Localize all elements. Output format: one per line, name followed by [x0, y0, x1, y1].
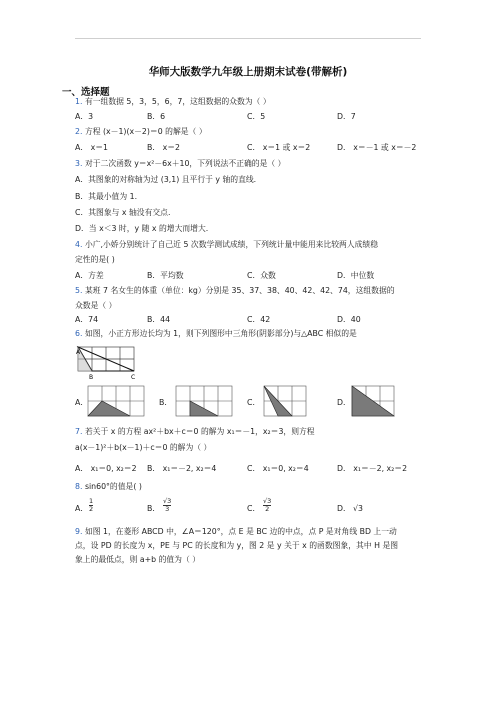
question-1 — [75, 97, 271, 107]
question-5 — [75, 286, 395, 296]
question-continuation: 点，设 PD 的长度为 x，PE 与 PC 的长度和为 y，图 2 是 y 关于 x 的函数图象，其中 H 是图 — [75, 541, 399, 550]
option-d: D． — [337, 504, 351, 513]
question-number: 1. — [75, 97, 83, 106]
denominator: 2 — [263, 505, 271, 513]
option-a: A． — [75, 504, 89, 513]
question-continuation: a(x－1)²＋b(x－1)＋c＝0 的解为（ ） — [75, 443, 212, 452]
option-b: B．6 — [147, 112, 166, 121]
option-d: D．中位数 — [337, 271, 375, 280]
fraction-c — [263, 498, 271, 513]
option-d: D．7 — [337, 112, 356, 121]
option-a-figure — [86, 384, 148, 420]
question-text: 如图，小正方形边长均为 1，则下列图形中三角形(阴影部分)与△ABC 相似的是 — [84, 329, 357, 338]
question-6 — [75, 329, 357, 339]
question-3 — [75, 159, 285, 169]
fraction-b — [163, 498, 171, 513]
option-a: A．74 — [75, 315, 99, 324]
denominator: 2 — [89, 505, 94, 513]
option-b: B． x₁＝－2, x₂＝4 — [147, 464, 217, 473]
question-continuation: 众数是（ ） — [75, 301, 117, 310]
question-2 — [75, 127, 207, 137]
question-text: 某班 7 名女生的体重（单位：kg）分别是 35、37、38、40、42、42、74，这组数据的 — [84, 286, 395, 295]
question-number: 8. — [75, 482, 83, 491]
question-number: 7. — [75, 427, 83, 436]
option-d-figure — [350, 384, 400, 420]
sqrt-three: √3 — [353, 504, 363, 513]
question-continuation: 定性的是( ) — [75, 255, 115, 264]
option-d: D． x＝－1 或 x＝－2 — [337, 143, 417, 152]
figure-label-b: B — [89, 374, 94, 381]
option-b: B． — [147, 504, 161, 513]
denominator: 3 — [163, 505, 171, 513]
question-text: 如图 1，在菱形 ABCD 中，∠A＝120°，点 E 是 BC 边的中点，点 P 是对角线 BD 上一动 — [84, 527, 397, 536]
option-c: C． — [247, 504, 261, 513]
question-text: 有一组数据 5，3，5，6，7，这组数据的众数为（ ） — [84, 97, 271, 106]
question-text: 对于二次函数 y＝x²－6x＋10，下列说法不正确的是（ ） — [84, 159, 286, 168]
question-continuation-2: 象上的最低点，则 a+b 的值为（ ） — [75, 555, 201, 564]
question-4 — [75, 240, 378, 250]
question-8 — [75, 482, 142, 492]
question-text: 方程 (x－1)(x－2)＝0 的解是（ ） — [84, 127, 207, 136]
option-c: C．5 — [247, 112, 266, 121]
option-a: A．其图象的对称轴为过 (3,1) 且平行于 y 轴的直线. — [75, 175, 257, 184]
option-a: A． x＝1 — [75, 143, 108, 152]
page-title: 华师大版数学九年级上册期末试卷(带解析) — [148, 66, 348, 78]
question-text: 若关于 x 的方程 ax²＋bx＋c＝0 的解为 x₁＝－1，x₂＝3，则方程 — [84, 427, 315, 436]
question-9 — [75, 527, 397, 537]
figure-label-a: A — [76, 349, 81, 356]
option-a: A． — [75, 398, 89, 407]
option-a: A． x₁＝0, x₂＝2 — [75, 464, 137, 473]
option-c: C．42 — [247, 315, 271, 324]
reference-figure-abc — [76, 345, 138, 381]
question-number: 9. — [75, 527, 83, 536]
numerator: √3 — [163, 497, 172, 505]
option-d: D． x₁＝－2, x₂＝2 — [337, 464, 408, 473]
question-7 — [75, 427, 315, 437]
option-d: D． — [337, 398, 351, 407]
option-b: B．平均数 — [147, 271, 184, 280]
numerator: 1 — [89, 497, 94, 505]
question-number: 2. — [75, 127, 83, 136]
figure-label-c: C — [131, 374, 136, 381]
option-d: D．当 x＜3 时，y 随 x 的增大而增大. — [75, 224, 209, 233]
option-a: A．方差 — [75, 271, 104, 280]
section-heading: 一、选择题 — [62, 87, 110, 98]
option-c: C．其图象与 x 轴没有交点. — [75, 208, 171, 217]
option-b: B． x＝2 — [147, 143, 180, 152]
question-number: 6. — [75, 329, 83, 338]
fraction-a — [89, 498, 93, 513]
question-text: 小广,小娇分别统计了自己近 5 次数学测试成绩，下列统计量中能用来比较两人成绩稳 — [84, 240, 379, 249]
option-b: B．44 — [147, 315, 171, 324]
option-c-figure — [262, 384, 312, 420]
option-a: A．3 — [75, 112, 94, 121]
question-number: 3. — [75, 159, 83, 168]
numerator: √3 — [263, 497, 272, 505]
question-text: sin60°的值是( ) — [84, 482, 142, 491]
option-b: B．其最小值为 1. — [75, 192, 138, 201]
option-d: D．40 — [337, 315, 361, 324]
header-rule — [75, 38, 421, 39]
option-c: C．众数 — [247, 271, 276, 280]
option-c: C． x₁＝0, x₂＝4 — [247, 464, 309, 473]
options-q8 — [75, 498, 435, 522]
option-b-figure — [174, 384, 236, 420]
question-number: 4. — [75, 240, 83, 249]
option-b: B． — [159, 398, 173, 407]
option-c: C． — [247, 398, 261, 407]
question-number: 5. — [75, 286, 83, 295]
option-c: C． x＝1 或 x＝2 — [247, 143, 311, 152]
